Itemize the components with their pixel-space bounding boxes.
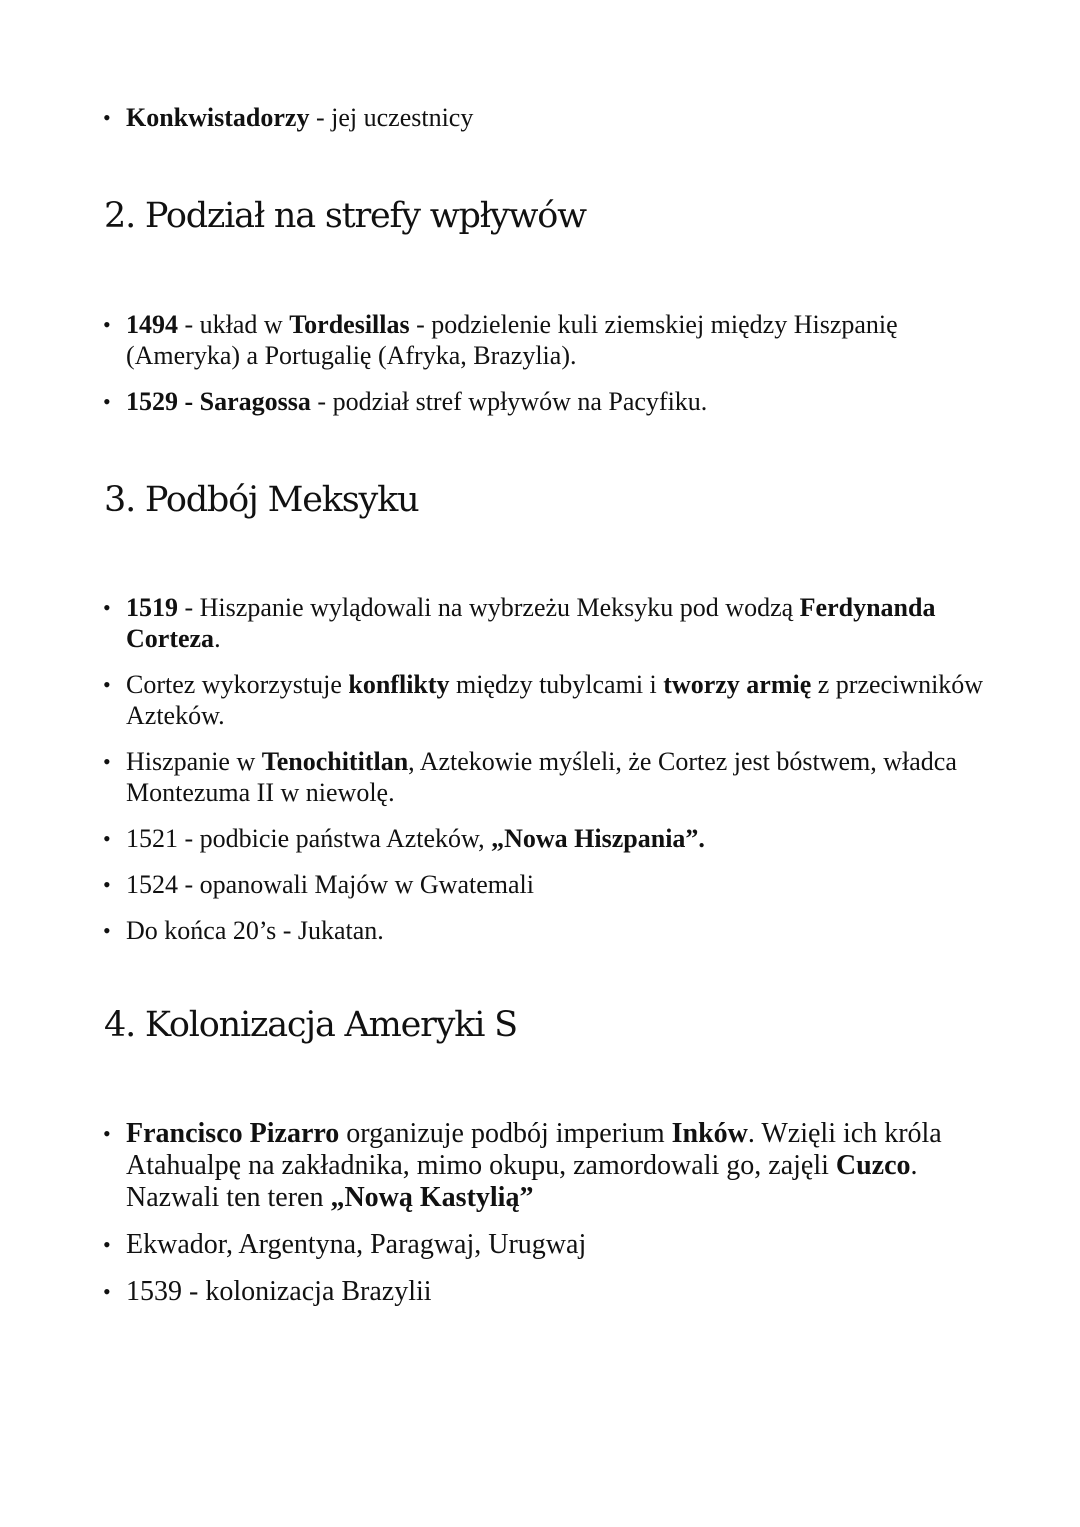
bullet-icon: • [103, 1232, 111, 1257]
text-run: - Hiszpanie wylądowali na wybrzeżu Meksyku pod wodzą [178, 593, 800, 622]
text-run: - jej uczestnicy [309, 103, 474, 132]
text-run: . Wzięli ich króla Atahualpę na zakładnika, mimo okupu, zamordowali go, zajęli [126, 1118, 942, 1181]
bold-text-run: 1529 - Saragossa [126, 387, 311, 416]
text-run: Do końca 20’s - Jukatan. [126, 916, 384, 945]
bullet-icon: • [103, 389, 111, 414]
text-run: między tubylcami i [449, 670, 664, 699]
text-run: Ekwador, Argentyna, Paragwaj, Urugwaj [126, 1229, 587, 1260]
bold-text-run: Inków [671, 1118, 748, 1149]
text-run: . Nazwali ten teren [126, 1150, 918, 1213]
bullet-icon: • [103, 1121, 111, 1146]
list-item [100, 746, 1000, 808]
bold-text-run: Konkwistadorzy [126, 103, 310, 132]
section-heading-3: 3. Podbój Meksyku [104, 480, 419, 520]
list-item [100, 823, 1000, 854]
list-item [100, 915, 1000, 946]
bold-text-run: Tenochititlan [261, 747, 409, 776]
text-run: 1521 - podbicie państwa Azteków, [126, 824, 492, 853]
bullet-icon: • [103, 105, 111, 130]
text-run: organizuje podbój imperium [339, 1118, 672, 1149]
list-item [100, 1276, 1000, 1308]
bullet-icon: • [103, 918, 111, 943]
bold-text-run: 1494 [126, 310, 178, 339]
bullet-icon: • [103, 872, 111, 897]
section-heading-2: 2. Podział na strefy wpływów [104, 196, 586, 236]
text-run: Hiszpanie w [126, 747, 262, 776]
list-item [100, 386, 1000, 417]
bold-text-run: Francisco Pizarro [126, 1118, 340, 1149]
list-item [100, 102, 1000, 133]
text-run: 1524 - opanowali Majów w Gwatemali [126, 870, 534, 899]
list-item [100, 1229, 1000, 1261]
text-run: . [214, 624, 221, 653]
bold-text-run: „Nowa Hiszpania”. [491, 824, 705, 853]
bullet-icon: • [103, 826, 111, 851]
bullet-list-section-3 [100, 592, 1000, 946]
list-item [100, 869, 1000, 900]
section-heading-4: 4. Kolonizacja Ameryki S [104, 1005, 517, 1045]
bold-text-run: 1519 [126, 593, 178, 622]
bullet-icon: • [103, 749, 111, 774]
bullet-list-section-2 [100, 309, 1000, 417]
bold-text-run: Cuzco [835, 1150, 911, 1181]
bold-text-run: Ferdynanda Corteza [126, 593, 936, 653]
list-item [100, 309, 1000, 371]
bullet-icon: • [103, 1279, 111, 1304]
text-run: z przeciwników Azteków. [126, 670, 984, 730]
text-run: - podział stref wpływów na Pacyfiku. [310, 387, 708, 416]
bullet-list-top [100, 102, 1000, 133]
bold-text-run: „Nową Kastylią” [330, 1182, 534, 1213]
text-run: 1539 - kolonizacja Brazylii [126, 1276, 432, 1307]
bullet-icon: • [103, 595, 111, 620]
bold-text-run: Tordesillas [289, 310, 410, 339]
bullet-icon: • [103, 672, 111, 697]
bullet-list-section-4 [100, 1118, 1000, 1308]
text-run: Cortez wykorzystuje [126, 670, 349, 699]
list-item [100, 1118, 1000, 1214]
bold-text-run: tworzy armię [663, 670, 812, 699]
text-run: - podzielenie kuli ziemskiej między Hiszpanię (Ameryka) a Portugalię (Afryka, Brazylia). [126, 310, 898, 370]
text-run: , Aztekowie myśleli, że Cortez jest bóstwem, władca Montezuma II w niewolę. [126, 747, 957, 807]
bullet-icon: • [103, 312, 111, 337]
list-item [100, 669, 1000, 731]
list-item [100, 592, 1000, 654]
bold-text-run: konflikty [348, 670, 450, 699]
text-run: - układ w [178, 310, 290, 339]
